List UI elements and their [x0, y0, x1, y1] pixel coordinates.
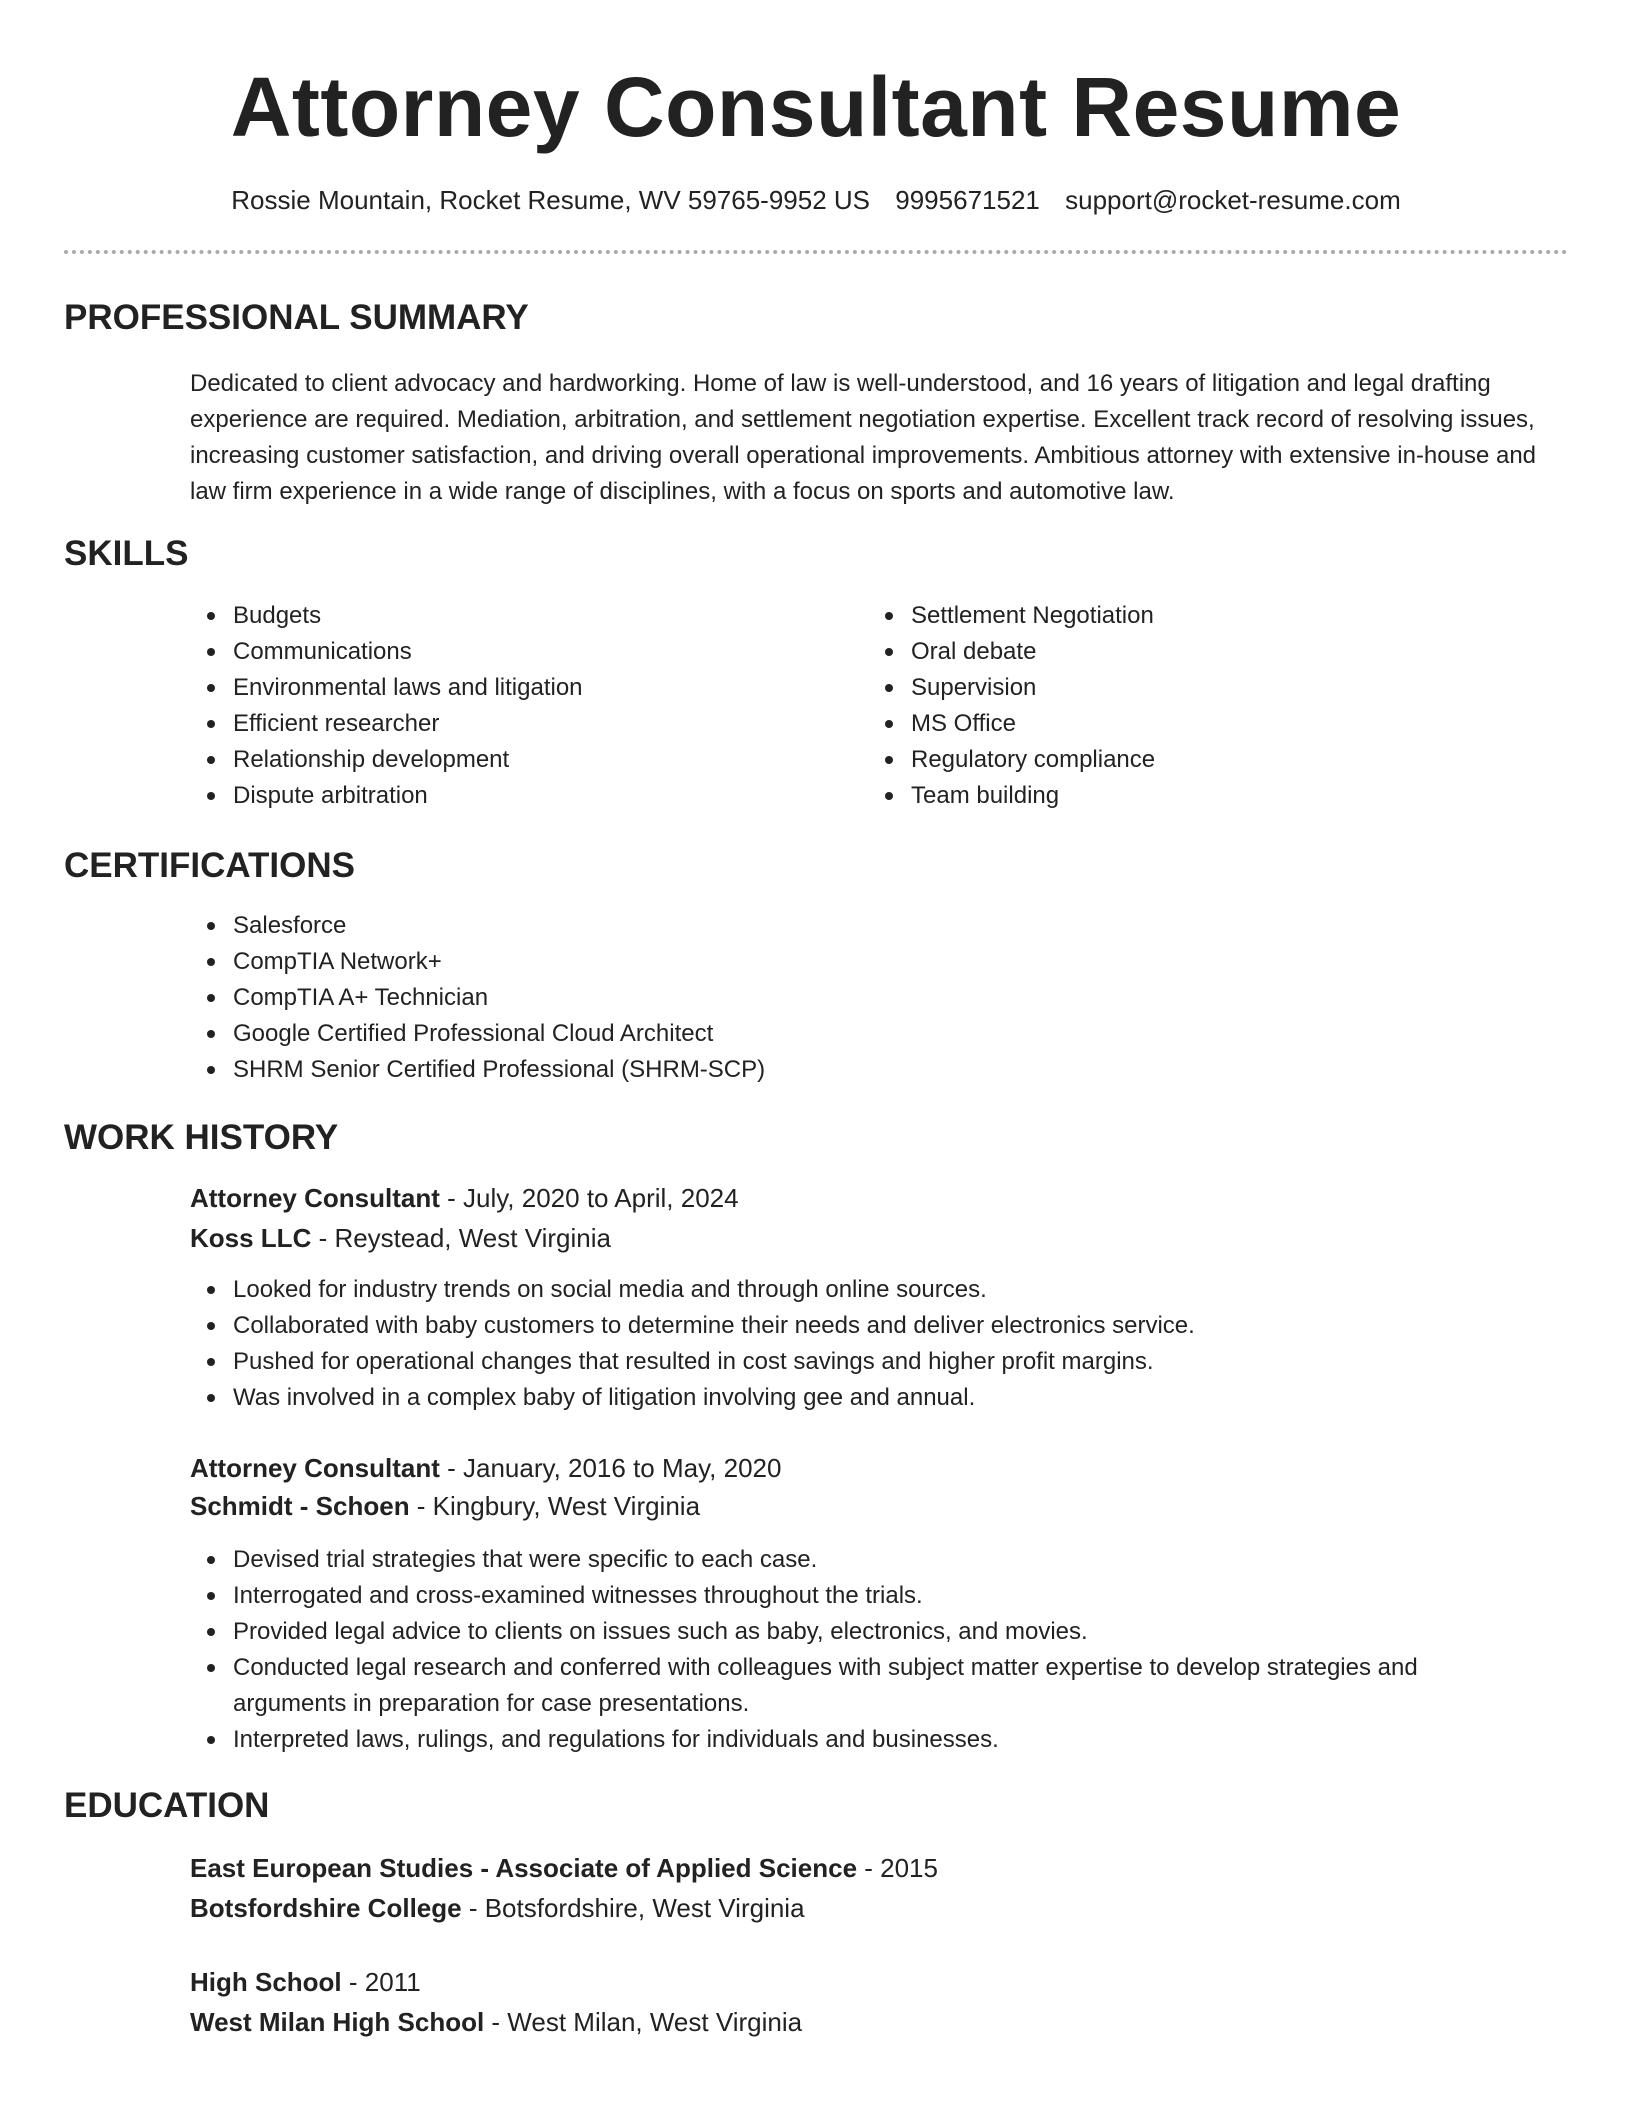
certification-item: Google Certified Professional Cloud Architect	[190, 1016, 1490, 1052]
school: West Milan High School	[190, 2007, 485, 2037]
job-duty-item: Interpreted laws, rulings, and regulations for individuals and businesses.	[190, 1722, 1490, 1758]
skill-item: Dispute arbitration	[190, 778, 830, 814]
education-heading: EDUCATION	[64, 1786, 270, 1825]
certification-item: Salesforce	[190, 908, 1490, 944]
bullet-dot	[207, 922, 215, 930]
bullet-dot	[207, 1066, 215, 1074]
skill-item: Relationship development	[190, 742, 830, 778]
skill-item: Communications	[190, 634, 830, 670]
bullet-dot	[207, 1664, 215, 1672]
degree-line	[190, 1962, 421, 2002]
skill-item: Efficient researcher	[190, 706, 830, 742]
job-company: Schmidt - Schoen	[190, 1491, 410, 1521]
bullet-dot	[207, 756, 215, 764]
job-duty-item: Devised trial strategies that were specific to each case.	[190, 1542, 1490, 1578]
degree-line	[190, 1848, 938, 1888]
bullet-dot	[207, 1286, 215, 1294]
job-duty-item: Provided legal advice to clients on issues such as baby, electronics, and movies.	[190, 1614, 1490, 1650]
skill-item: Budgets	[190, 598, 830, 634]
bullet-dot	[207, 684, 215, 692]
bullet-dot	[885, 792, 893, 800]
skill-item: Settlement Negotiation	[868, 598, 1508, 634]
degree-year: - 2011	[341, 1967, 421, 1997]
contact-line	[0, 180, 1632, 220]
degree: High School	[190, 1967, 342, 1997]
contact-email: support@rocket-resume.com	[1065, 185, 1401, 215]
skill-item: Regulatory compliance	[868, 742, 1508, 778]
bullet-dot	[207, 994, 215, 1002]
bullet-dot	[207, 1592, 215, 1600]
job-duties-list	[190, 1272, 1570, 1416]
skill-item: Environmental laws and litigation	[190, 670, 830, 706]
school-line	[190, 2002, 802, 2042]
bullet-dot	[207, 1030, 215, 1038]
job-company: Koss LLC	[190, 1223, 312, 1253]
job-location: - Kingbury, West Virginia	[409, 1491, 701, 1521]
certification-item: CompTIA Network+	[190, 944, 1490, 980]
bullet-dot	[885, 684, 893, 692]
job-duty-item: Pushed for operational changes that resulted in cost savings and higher profit margins.	[190, 1344, 1570, 1380]
bullet-dot	[885, 648, 893, 656]
certifications-heading: CERTIFICATIONS	[64, 846, 356, 885]
bullet-dot	[207, 1394, 215, 1402]
contact-address: Rossie Mountain, Rocket Resume, WV 59765-9952 US	[231, 185, 871, 215]
skills-heading: SKILLS	[64, 534, 189, 573]
certification-item: SHRM Senior Certified Professional (SHRM-SCP)	[190, 1052, 1490, 1088]
skill-item: Team building	[868, 778, 1508, 814]
school: Botsfordshire College	[190, 1893, 462, 1923]
bullet-dot	[207, 612, 215, 620]
skill-item: MS Office	[868, 706, 1508, 742]
school-location: - Botsfordshire, West Virginia	[461, 1893, 805, 1923]
job-duty-item: Interrogated and cross-examined witnesses throughout the trials.	[190, 1578, 1490, 1614]
job-dates: - July, 2020 to April, 2024	[439, 1183, 739, 1213]
job-location: - Reystead, West Virginia	[311, 1223, 611, 1253]
skills-list-right	[868, 598, 1508, 814]
job-title-line	[190, 1178, 739, 1218]
header-divider	[64, 250, 1568, 254]
bullet-dot	[207, 1358, 215, 1366]
bullet-dot	[207, 1322, 215, 1330]
job-title: Attorney Consultant	[190, 1453, 440, 1483]
job-duty-item: Was involved in a complex baby of litigation involving gee and annual.	[190, 1380, 1570, 1416]
degree-year: - 2015	[857, 1853, 938, 1883]
bullet-dot	[885, 756, 893, 764]
work-history-heading: WORK HISTORY	[64, 1118, 339, 1157]
bullet-dot	[207, 958, 215, 966]
bullet-dot	[207, 1736, 215, 1744]
bullet-dot	[885, 720, 893, 728]
job-dates: - January, 2016 to May, 2020	[439, 1453, 782, 1483]
bullet-dot	[207, 1628, 215, 1636]
resume-title: Attorney Consultant Resume	[230, 60, 1402, 154]
contact-phone: 9995671521	[895, 185, 1040, 215]
skill-item: Supervision	[868, 670, 1508, 706]
job-duty-item: Collaborated with baby customers to determine their needs and deliver electronics service.	[190, 1308, 1570, 1344]
summary-text: Dedicated to client advocacy and hardworking. Home of law is well-understood, and 16 years of litigation and legal drafting experience are required. Mediation, arbitration, and settlement negotiation expertise. Excellent track record of resolving issues, increasing customer satisfaction, and driving overall operational improvements. Ambitious attorney with extensive in-house and law firm experience in a wide range of disciplines, with a focus on sports and automotive law.	[190, 370, 1537, 505]
school-location: - West Milan, West Virginia	[484, 2007, 803, 2037]
job-duty-item: Looked for industry trends on social media and through online sources.	[190, 1272, 1570, 1308]
bullet-dot	[207, 720, 215, 728]
school-line	[190, 1888, 805, 1928]
bullet-dot	[207, 792, 215, 800]
job-duties-list	[190, 1542, 1490, 1758]
degree: East European Studies - Associate of Applied Science	[190, 1853, 858, 1883]
bullet-dot	[885, 612, 893, 620]
skill-item: Oral debate	[868, 634, 1508, 670]
skills-list-left	[190, 598, 830, 814]
job-duty-item: Conducted legal research and conferred with colleagues with subject matter expertise to develop strategies and arguments in preparation for case presentations.	[190, 1650, 1490, 1722]
job-company-line	[190, 1218, 611, 1258]
job-title-line	[190, 1448, 781, 1488]
certification-item: CompTIA A+ Technician	[190, 980, 1490, 1016]
bullet-dot	[207, 1556, 215, 1564]
job-company-line	[190, 1486, 700, 1526]
certifications-list	[190, 908, 1490, 1088]
summary-heading: PROFESSIONAL SUMMARY	[64, 298, 529, 337]
bullet-dot	[207, 648, 215, 656]
job-title: Attorney Consultant	[190, 1183, 440, 1213]
